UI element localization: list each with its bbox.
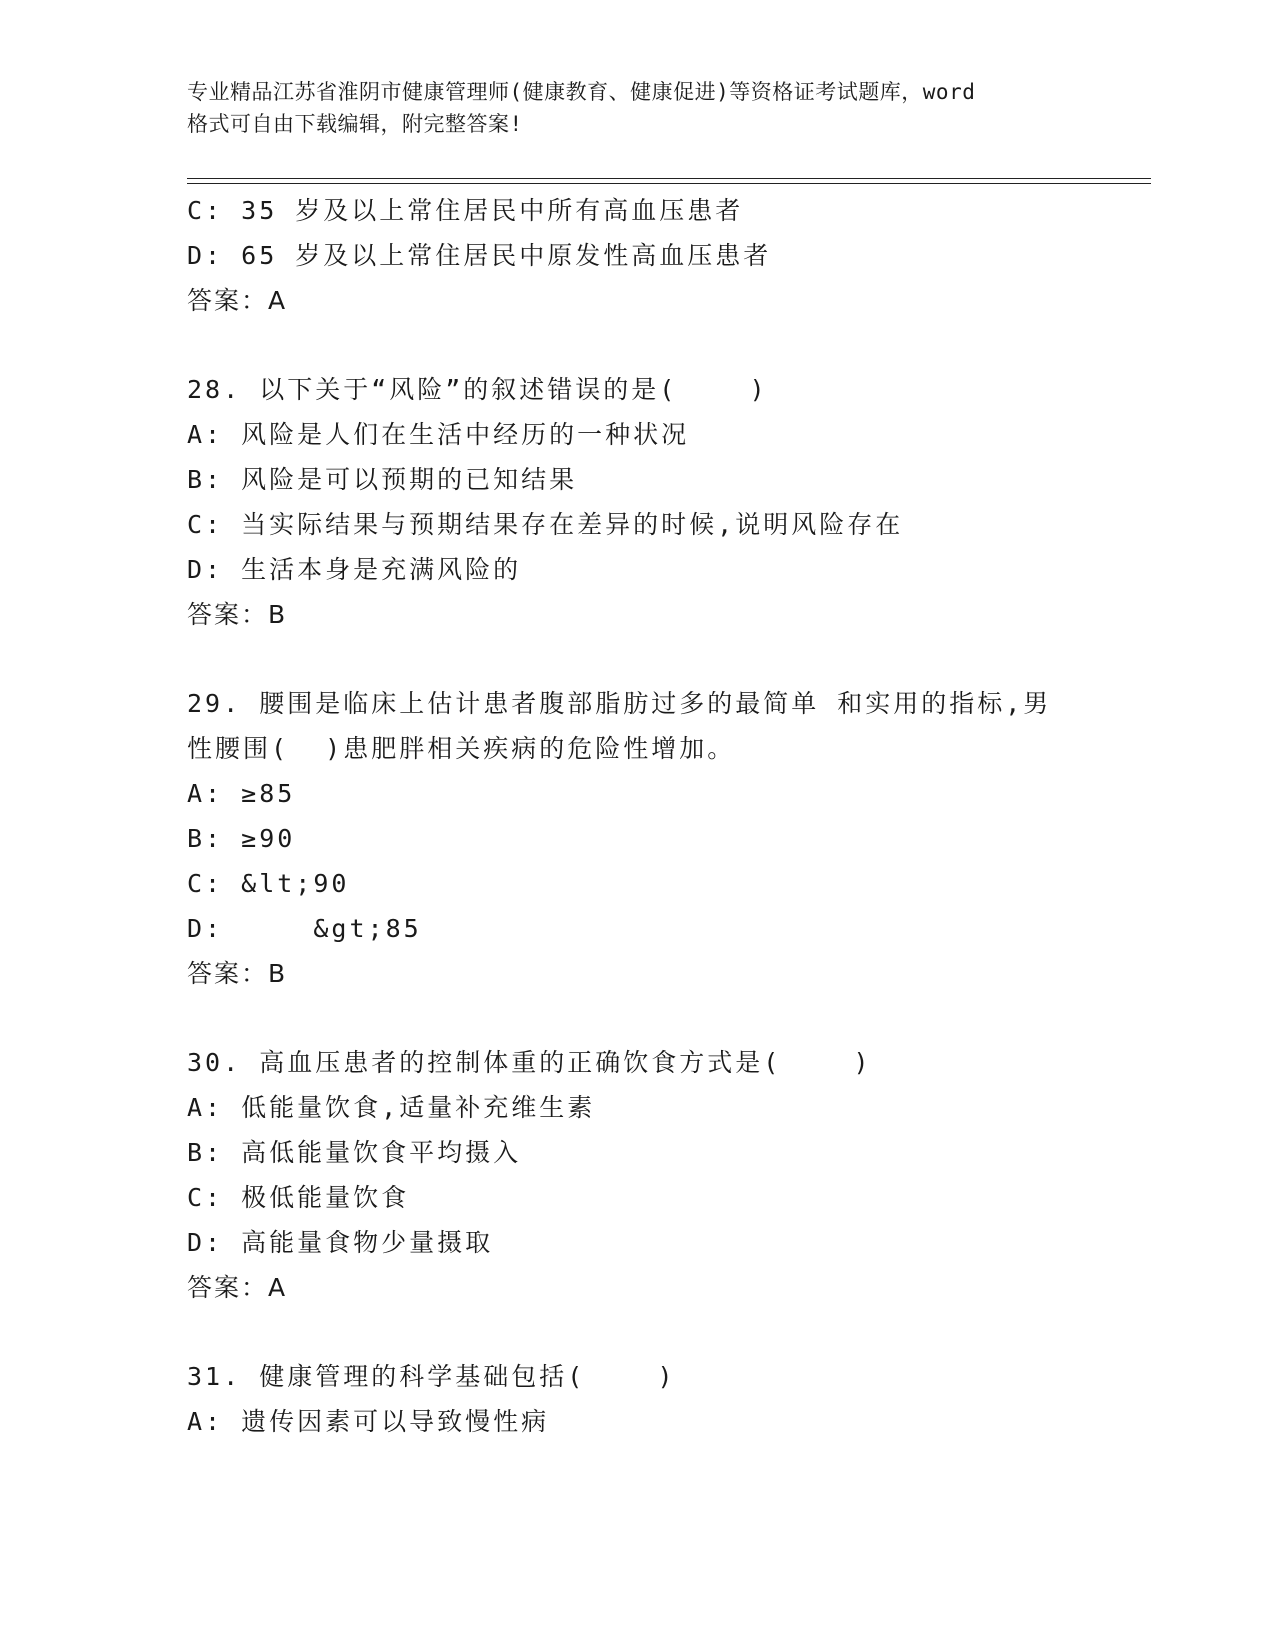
q30-option-d: D: 高能量食物少量摄取: [187, 1228, 494, 1257]
q29-answer: 答案：B: [187, 959, 288, 988]
q28-option-c: C: 当实际结果与预期结果存在差异的时候,说明风险存在: [187, 510, 904, 539]
header-line-1: 专业精品江苏省淮阴市健康管理师(健康教育、健康促进)等资格证考试题库，word: [187, 80, 976, 104]
q29-option-b: B: ≥90: [187, 824, 296, 853]
q30-option-c: C: 极低能量饮食: [187, 1183, 410, 1212]
q27-option-c: C: 35 岁及以上常住居民中所有高血压患者: [187, 196, 744, 225]
q27-option-d: D: 65 岁及以上常住居民中原发性高血压患者: [187, 241, 772, 270]
q29-option-a: A: ≥85: [187, 779, 296, 808]
document-header: [187, 76, 1087, 140]
q30-option-b: B: 高低能量饮食平均摄入: [187, 1138, 522, 1167]
q30-answer: 答案：A: [187, 1273, 288, 1302]
q31-stem: 31. 健康管理的科学基础包括( ): [187, 1362, 676, 1391]
q28-answer: 答案：B: [187, 600, 288, 629]
q28-option-a: A: 风险是人们在生活中经历的一种状况: [187, 420, 690, 449]
q31-option-a: A: 遗传因素可以导致慢性病: [187, 1407, 550, 1436]
header-rule-bottom: [187, 183, 1151, 184]
q27-answer: 答案：A: [187, 286, 288, 315]
q29-stem-line-1: 29. 腰围是临床上估计患者腹部脂肪过多的最简单 和实用的指标,男: [187, 689, 1052, 718]
header-line-2: 格式可自由下载编辑，附完整答案!: [187, 112, 523, 136]
q28-stem: 28. 以下关于“风险”的叙述错误的是( ): [187, 375, 768, 404]
q29-option-d: D: &gt;85: [187, 914, 422, 943]
q30-option-a: A: 低能量饮食,适量补充维生素: [187, 1093, 596, 1122]
q29-stem-line-2: 性腰围( )患肥胖相关疾病的危险性增加。: [187, 734, 736, 763]
q28-option-d: D: 生活本身是充满风险的: [187, 555, 522, 584]
header-rule-top: [187, 178, 1151, 179]
q28-option-b: B: 风险是可以预期的已知结果: [187, 465, 578, 494]
q29-option-c: C: &lt;90: [187, 869, 350, 898]
q30-stem: 30. 高血压患者的控制体重的正确饮食方式是( ): [187, 1048, 872, 1077]
